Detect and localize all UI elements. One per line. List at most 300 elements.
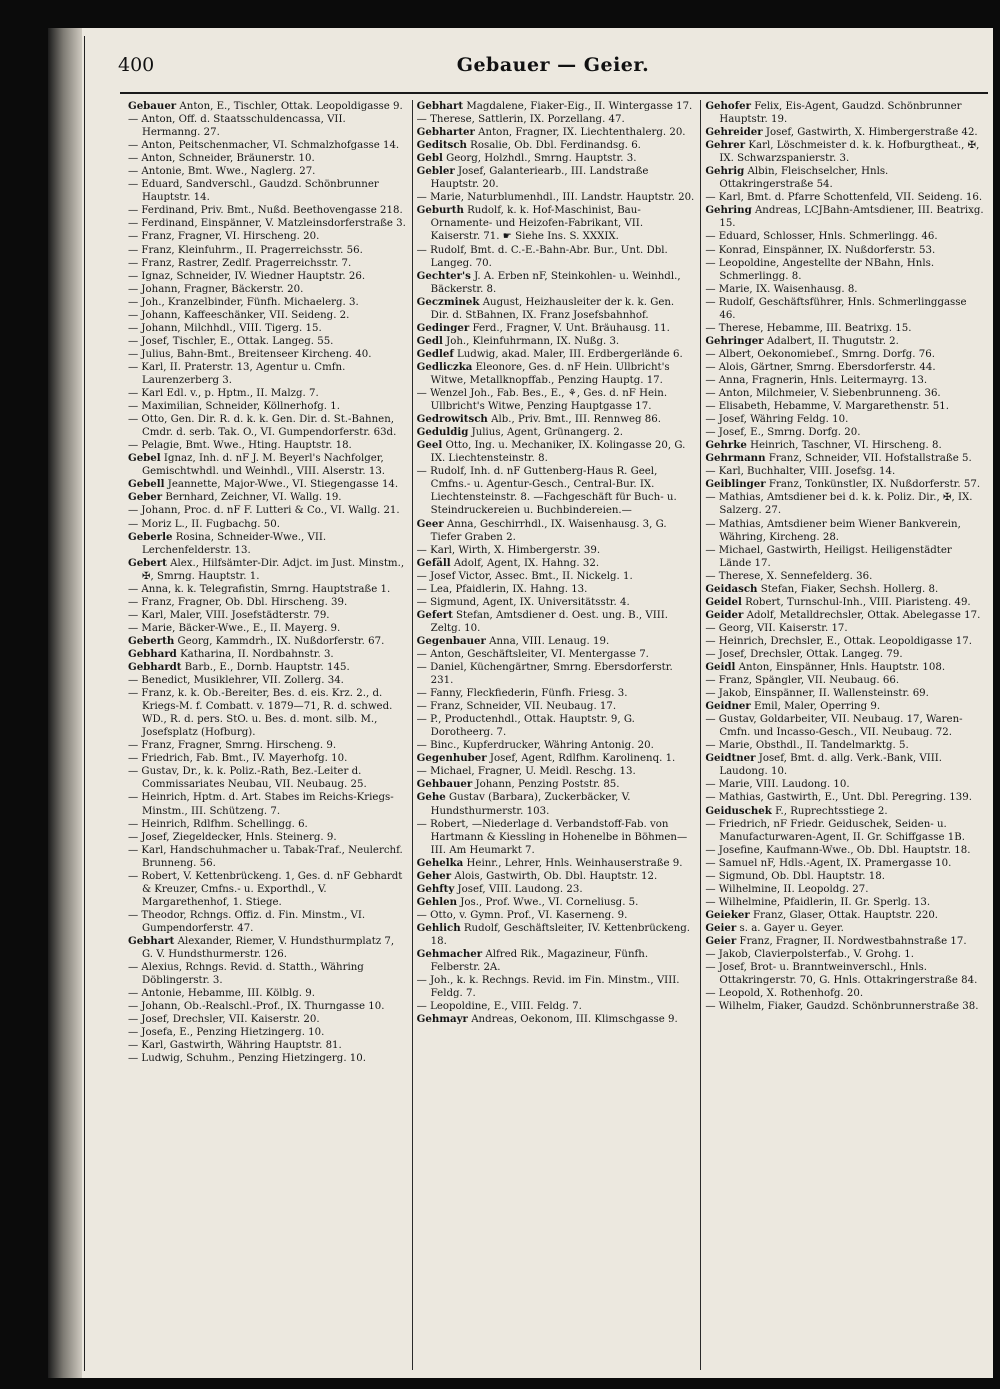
directory-entry bbox=[128, 987, 407, 1000]
directory-entry bbox=[705, 857, 984, 870]
directory-entry bbox=[417, 687, 696, 700]
entry-text: — Marie, IX. Waisenhausg. 8. bbox=[705, 283, 858, 295]
directory-entry bbox=[417, 244, 696, 270]
entry-surname: Gebharter bbox=[416, 126, 475, 139]
entry-text: — Anton, Geschäftsleiter, VI. Mentergasse 7. bbox=[416, 648, 649, 660]
entry-text: — Wilhelmine, Pfaidlerin, II. Gr. Sperlg. 13. bbox=[705, 896, 931, 908]
column-2 bbox=[412, 100, 701, 1370]
entry-text: — Marie, VIII. Laudong. 10. bbox=[705, 779, 850, 791]
entry-surname: Gehreider bbox=[705, 126, 763, 139]
entry-text: — Konrad, Einspänner, IX. Nußdorferstr. 53. bbox=[705, 244, 936, 256]
directory-entry bbox=[417, 322, 696, 335]
entry-surname: Geiduschek bbox=[705, 804, 772, 817]
entry-surname: Geberth bbox=[128, 634, 175, 647]
directory-entry bbox=[705, 1000, 984, 1013]
entry-text: — Josef, Ziegeldecker, Hnls. Steinerg. 9. bbox=[128, 831, 337, 843]
entry-text: — Michael, Fragner, U. Meidl. Reschg. 13. bbox=[416, 766, 636, 778]
directory-entry bbox=[417, 870, 696, 883]
directory-entry bbox=[705, 739, 984, 752]
directory-entry bbox=[417, 165, 696, 191]
directory-entry bbox=[417, 270, 696, 296]
entry-text: Anna, VIII. Lenaug. 19. bbox=[489, 635, 610, 647]
entry-surname: Geider bbox=[705, 608, 744, 621]
entry-text: Ferd., Fragner, V. Unt. Bräuhausg. 11. bbox=[472, 322, 670, 334]
directory-entry bbox=[128, 1013, 407, 1026]
directory-entry bbox=[705, 870, 984, 883]
entry-text: Josef, Bmt. d. allg. Verk.-Bank, VIII. Laudong. 10. bbox=[719, 753, 943, 778]
directory-entry bbox=[417, 661, 696, 687]
entry-text: Rosalie, Ob. Dbl. Ferdinandsg. 6. bbox=[470, 140, 641, 152]
entry-surname: Geher bbox=[416, 869, 452, 882]
directory-entry bbox=[128, 452, 407, 478]
directory-entry bbox=[128, 583, 407, 596]
directory-entry bbox=[705, 700, 984, 713]
entry-surname: Gehelka bbox=[416, 856, 464, 869]
directory-entry bbox=[417, 439, 696, 465]
entry-text: Jos., Prof. Wwe., VI. Corneliusg. 5. bbox=[460, 896, 639, 908]
entry-text: Jeannette, Major-Wwe., VI. Stiegengasse 14. bbox=[167, 479, 399, 491]
entry-text: Katharina, II. Nordbahnstr. 3. bbox=[180, 648, 334, 660]
entry-text: — Josef, Tischler, E., Ottak. Langeg. 55. bbox=[128, 335, 334, 347]
directory-entry bbox=[417, 413, 696, 426]
header-rule bbox=[120, 92, 988, 94]
directory-entry bbox=[417, 139, 696, 152]
entry-text: — Karl, II. Praterstr. 13, Agentur u. Cmfn. Laurenzerberg 3. bbox=[128, 361, 346, 386]
directory-entry bbox=[705, 987, 984, 1000]
entry-surname: Gedlef bbox=[416, 347, 454, 360]
directory-entry bbox=[705, 374, 984, 387]
directory-entry bbox=[705, 400, 984, 413]
entry-text: — Karl Edl. v., p. Hptm., II. Malzg. 7. bbox=[128, 388, 319, 400]
directory-entry bbox=[705, 544, 984, 570]
directory-entry bbox=[128, 178, 407, 204]
directory-entry bbox=[417, 465, 696, 517]
entry-surname: Gebhard bbox=[128, 647, 177, 660]
directory-entry bbox=[705, 583, 984, 596]
entry-text: — Lea, Pfaidlerin, IX. Hahng. 13. bbox=[416, 583, 588, 595]
directory-entry bbox=[128, 791, 407, 817]
directory-entry bbox=[705, 348, 984, 361]
entry-text: Rosina, Schneider-Wwe., VII. Lerchenfelderstr. 13. bbox=[142, 531, 327, 556]
entry-surname: Gechter's bbox=[416, 269, 471, 282]
directory-entry bbox=[705, 426, 984, 439]
entry-text: — Josef Victor, Assec. Bmt., II. Nickelg. 1. bbox=[416, 570, 633, 582]
entry-surname: Gehrmann bbox=[705, 452, 766, 465]
entry-text: — Robert, V. Kettenbrückeng. 1, Ges. d. nF Gebhardt & Kreuzer, Cmfns.- u. Exporthdl., V. Margarethenhof, 1. Stiege. bbox=[128, 870, 403, 908]
entry-text: — Heinrich, Hptm. d. Art. Stabes im Reichs-Kriegs-Minstm., III. Schützeng. 7. bbox=[128, 792, 394, 817]
directory-entry bbox=[128, 1026, 407, 1039]
directory-entry bbox=[128, 244, 407, 257]
directory-entry bbox=[417, 596, 696, 609]
entry-text: Josef, Galanteriearb., III. Landstraße Hauptstr. 20. bbox=[430, 166, 649, 191]
directory-entry bbox=[417, 609, 696, 635]
directory-entry bbox=[705, 439, 984, 452]
directory-entry bbox=[128, 609, 407, 622]
entry-surname: Geieker bbox=[705, 908, 750, 921]
entry-text: Georg, Holzhdl., Smrng. Hauptstr. 3. bbox=[446, 153, 637, 165]
entry-surname: Gebl bbox=[416, 152, 443, 165]
entry-surname: Gebler bbox=[416, 165, 455, 178]
entry-text: — Gustav, Dr., k. k. Poliz.-Rath, Bez.-Leiter d. Commissariates Neubau, VII. Neubaug. 25. bbox=[128, 766, 367, 791]
entry-text: Julius, Agent, Grünangerg. 2. bbox=[471, 427, 623, 439]
entry-text: — Rudolf, Inh. d. nF Guttenberg-Haus R. Geel, Cmfns.- u. Agentur-Gesch., Central-Bur. IX. Liechtensteinstr. 8. —Fachgeschäft für Buch- u. Steindruckereien u. Buchbindereien.— bbox=[416, 466, 677, 517]
entry-text: — Friedrich, Fab. Bmt., IV. Mayerhofg. 10. bbox=[128, 753, 348, 765]
entry-text: Bernhard, Zeichner, VI. Wallg. 19. bbox=[165, 492, 342, 504]
directory-entry bbox=[128, 230, 407, 243]
directory-entry bbox=[128, 935, 407, 961]
directory-entry bbox=[128, 818, 407, 831]
directory-entry bbox=[128, 309, 407, 322]
entry-text: s. a. Gayer u. Geyer. bbox=[739, 922, 844, 934]
directory-entry bbox=[705, 622, 984, 635]
directory-entry bbox=[128, 765, 407, 791]
entry-text: — Fanny, Fleckfiederin, Fünfh. Friesg. 3. bbox=[416, 688, 628, 700]
entry-text: — Marie, Bäcker-Wwe., E., II. Mayerg. 9. bbox=[128, 622, 341, 634]
directory-entry bbox=[705, 596, 984, 609]
entry-text: Adolf, Agent, IX. Hahng. 32. bbox=[453, 557, 600, 569]
entry-surname: Gehrer bbox=[705, 139, 746, 152]
directory-entry bbox=[128, 531, 407, 557]
directory-entry bbox=[128, 100, 407, 113]
entry-text: Heinrich, Taschner, VI. Hirscheng. 8. bbox=[750, 440, 942, 452]
directory-entry bbox=[705, 805, 984, 818]
entry-surname: Geidner bbox=[705, 700, 751, 713]
directory-entry bbox=[417, 544, 696, 557]
entry-text: — Franz, Fragner, VI. Hirscheng. 20. bbox=[128, 231, 320, 243]
directory-entry bbox=[705, 818, 984, 844]
entry-text: Joh., Kleinfuhrmann, IX. Nußg. 3. bbox=[446, 335, 620, 347]
directory-entry bbox=[417, 818, 696, 857]
directory-entry bbox=[417, 387, 696, 413]
entry-text: — Karl, Maler, VIII. Josefstädterstr. 79. bbox=[128, 609, 330, 621]
entry-text: Anna, Geschirrhdl., IX. Waisenhausg. 3, G. Tiefer Graben 2. bbox=[430, 518, 667, 543]
directory-entry bbox=[705, 648, 984, 661]
directory-entry bbox=[417, 361, 696, 387]
entry-text: — Johann, Proc. d. nF F. Lutteri & Co., VI. Wallg. 21. bbox=[128, 505, 400, 517]
directory-entry bbox=[128, 217, 407, 230]
entry-text: — Johann, Milchhdl., VIII. Tigerg. 15. bbox=[128, 322, 322, 334]
directory-entry bbox=[705, 478, 984, 491]
entry-surname: Geidasch bbox=[705, 582, 758, 595]
entry-surname: Gehrig bbox=[705, 165, 745, 178]
directory-entry bbox=[128, 687, 407, 739]
entry-text: — Binc., Kupferdrucker, Währing Antonig. 20. bbox=[416, 740, 654, 752]
directory-entry bbox=[128, 909, 407, 935]
entry-surname: Geel bbox=[416, 439, 443, 452]
entry-text: — Eduard, Sandverschl., Gaudzd. Schönbrunner Hauptstr. 14. bbox=[128, 179, 379, 204]
column-3 bbox=[700, 100, 989, 1370]
directory-entry bbox=[705, 335, 984, 348]
entry-text: Heinr., Lehrer, Hnls. Weinhauserstraße 9. bbox=[466, 857, 683, 869]
directory-entry bbox=[417, 648, 696, 661]
directory-entry bbox=[705, 922, 984, 935]
entry-text: — Antonie, Bmt. Wwe., Naglerg. 27. bbox=[128, 166, 316, 178]
entry-text: — Alexius, Rchngs. Revid. d. Statth., Währing Döblingerstr. 3. bbox=[128, 962, 364, 987]
page-header bbox=[118, 50, 988, 84]
entry-text: — Wenzel Joh., Fab. Bes., E., ⚘, Ges. d. nF Hein. Ullbricht's Witwe, Penzing Hauptgasse 17. bbox=[416, 388, 668, 413]
directory-entry bbox=[705, 713, 984, 739]
gutter-line bbox=[84, 36, 85, 1371]
entry-text: — Ludwig, Schuhm., Penzing Hietzingerg. 10. bbox=[128, 1053, 366, 1065]
entry-text: — Wilhelmine, II. Leopoldg. 27. bbox=[705, 883, 869, 895]
directory-entry bbox=[705, 361, 984, 374]
directory-entry bbox=[128, 504, 407, 517]
entry-surname: Gedl bbox=[416, 334, 443, 347]
entry-text: Eleonore, Ges. d. nF Hein. Ullbricht's Witwe, Metallknopffab., Penzing Hauptg. 17. bbox=[430, 361, 670, 386]
entry-text: Karl, Löschmeister d. k. k. Hofburgtheat., ✠, IX. Schwarzspanierstr. 3. bbox=[719, 140, 980, 165]
entry-text: — Pelagie, Bmt. Wwe., Hting. Hauptstr. 18. bbox=[128, 440, 352, 452]
entry-surname: Gebell bbox=[128, 478, 165, 491]
directory-entry bbox=[128, 831, 407, 844]
directory-entry bbox=[705, 961, 984, 987]
directory-entry bbox=[128, 596, 407, 609]
entry-text: Stefan, Fiaker, Sechsh. Hollerg. 8. bbox=[760, 583, 939, 595]
entry-text: — Josef, Währing Feldg. 10. bbox=[705, 414, 849, 426]
directory-entry bbox=[128, 257, 407, 270]
entry-text: — Anton, Off. d. Staatsschuldencassa, VII. Hermanng. 27. bbox=[128, 114, 346, 139]
entry-surname: Geburth bbox=[416, 204, 464, 217]
entry-text: — Therese, Hebamme, III. Beatrixg. 15. bbox=[705, 322, 912, 334]
book-page bbox=[48, 28, 993, 1378]
entry-text: Felix, Eis-Agent, Gaudzd. Schönbrunner Hauptstr. 19. bbox=[719, 101, 962, 126]
directory-entry bbox=[128, 113, 407, 139]
entry-surname: Gefert bbox=[416, 608, 453, 621]
directory-entry bbox=[128, 739, 407, 752]
book-spine bbox=[48, 28, 82, 1378]
directory-entry bbox=[705, 204, 984, 230]
directory-entry bbox=[705, 296, 984, 322]
entry-text: — Michael, Gastwirth, Heiligst. Heiligenstädter Lände 17. bbox=[705, 544, 952, 569]
entry-text: — Karl, Buchhalter, VIII. Josefsg. 14. bbox=[705, 466, 896, 478]
entry-text: — Jakob, Clavierpolsterfab., V. Grohg. 1. bbox=[705, 949, 914, 961]
directory-entry bbox=[128, 283, 407, 296]
directory-entry bbox=[705, 191, 984, 204]
entry-surname: Gehofer bbox=[705, 100, 751, 112]
directory-entry bbox=[705, 778, 984, 791]
directory-entry bbox=[128, 870, 407, 909]
entry-text: Franz, Glaser, Ottak. Hauptstr. 220. bbox=[753, 909, 939, 921]
directory-entry bbox=[128, 622, 407, 635]
entry-surname: Geduldig bbox=[416, 426, 469, 439]
entry-text: Gustav (Barbara), Zuckerbäcker, V. Hundsthurmerstr. 103. bbox=[430, 792, 631, 817]
directory-entry bbox=[128, 674, 407, 687]
entry-text: — Georg, VII. Kaiserstr. 17. bbox=[705, 622, 848, 634]
entry-text: — Leopoldine, Angestellte der NBahn, Hnls. Schmerlingg. 8. bbox=[705, 257, 935, 282]
directory-entry bbox=[128, 400, 407, 413]
directory-entry bbox=[128, 557, 407, 583]
entry-text: Anton, Einspänner, Hnls. Hauptstr. 108. bbox=[738, 662, 946, 674]
entry-surname: Gegenbauer bbox=[416, 634, 486, 647]
entry-surname: Geidl bbox=[705, 661, 736, 674]
entry-text: — Ferdinand, Priv. Bmt., Nußd. Beethovengasse 218. bbox=[128, 205, 403, 217]
entry-surname: Gebhardt bbox=[128, 661, 182, 674]
entry-text: Stefan, Amtsdiener d. Oest. ung. B., VIII. Zeltg. 10. bbox=[430, 609, 669, 634]
entry-surname: Geer bbox=[416, 517, 444, 530]
entry-text: Rudolf, k. k. Hof-Maschinist, Bau-Ornamente- und Heizofen-Fabrikant, VII. Kaiserstr. 71. ☛ Siehe Ins. S. XXXIX. bbox=[430, 205, 644, 243]
entry-text: — Therese, X. Sennefelderg. 36. bbox=[705, 570, 873, 582]
directory-entry bbox=[705, 687, 984, 700]
directory-entry bbox=[417, 152, 696, 165]
directory-entry bbox=[417, 557, 696, 570]
entry-surname: Geber bbox=[128, 491, 163, 504]
entry-surname: Gehringer bbox=[705, 334, 764, 347]
directory-entry bbox=[417, 896, 696, 909]
entry-text: — Rudolf, Geschäftsführer, Hnls. Schmerlinggasse 46. bbox=[705, 296, 967, 321]
entry-surname: Geditsch bbox=[416, 139, 467, 152]
directory-entry bbox=[128, 335, 407, 348]
directory-entry bbox=[705, 465, 984, 478]
directory-entry bbox=[705, 909, 984, 922]
entry-surname: Gehlen bbox=[416, 895, 458, 908]
entry-text: — Anton, Schneider, Bräunerstr. 10. bbox=[128, 153, 315, 165]
directory-entry bbox=[128, 518, 407, 531]
entry-text: — Daniel, Küchengärtner, Smrng. Ebersdorferstr. 231. bbox=[416, 662, 673, 687]
entry-text: — Eduard, Schlosser, Hnls. Schmerlingg. 46. bbox=[705, 231, 938, 243]
entry-text: — Josefine, Kaufmann-Wwe., Ob. Dbl. Hauptstr. 18. bbox=[705, 844, 971, 856]
entry-text: — Franz, Kleinfuhrm., II. Pragerreichsstr. 56. bbox=[128, 244, 363, 256]
entry-text: — Josef, E., Smrng. Dorfg. 20. bbox=[705, 427, 861, 439]
directory-entry bbox=[705, 752, 984, 778]
entry-text: Josef, Gastwirth, X. Himbergerstraße 42. bbox=[765, 127, 978, 139]
directory-entry bbox=[128, 661, 407, 674]
entry-text: Rudolf, Geschäftsleiter, IV. Kettenbrückeng. 18. bbox=[430, 922, 691, 947]
entry-text: — Karl, Gastwirth, Währing Hauptstr. 81. bbox=[128, 1040, 342, 1052]
entry-text: — Moriz L., II. Fugbachg. 50. bbox=[128, 518, 280, 530]
entry-text: — Josef, Brot- u. Branntweinverschl., Hnls. Ottakringerstr. 70, G. Hnls. Ottakringerstraße 84. bbox=[705, 962, 978, 987]
entry-text: — Joh., Kranzelbinder, Fünfh. Michaelerg. 3. bbox=[128, 296, 359, 308]
directory-entry bbox=[705, 518, 984, 544]
directory-entry bbox=[417, 635, 696, 648]
directory-entry bbox=[417, 700, 696, 713]
directory-entry bbox=[417, 857, 696, 870]
directory-entry bbox=[417, 752, 696, 765]
directory-entry bbox=[705, 322, 984, 335]
entry-text: Alois, Gastwirth, Ob. Dbl. Hauptstr. 12. bbox=[454, 870, 658, 882]
entry-surname: Gehlich bbox=[416, 921, 461, 934]
entry-text: Albin, Fleischselcher, Hnls. Ottakringerstraße 54. bbox=[719, 166, 889, 191]
directory-entry bbox=[417, 100, 696, 113]
entry-text: — Marie, Obsthdl., II. Tandelmarktg. 5. bbox=[705, 740, 909, 752]
entry-surname: Gedinger bbox=[416, 321, 470, 334]
directory-entry bbox=[417, 126, 696, 139]
entry-text: Johann, Penzing Poststr. 85. bbox=[475, 779, 620, 791]
directory-entry bbox=[128, 1039, 407, 1052]
entry-text: Ludwig, akad. Maler, III. Erdbergerlände 6. bbox=[456, 348, 683, 360]
directory-entry bbox=[705, 139, 984, 165]
directory-entry bbox=[705, 387, 984, 400]
directory-entry bbox=[128, 361, 407, 387]
directory-entry bbox=[417, 739, 696, 752]
entry-text: Alexander, Riemer, V. Hundsthurmplatz 7, G. V. Hundsthurmerstr. 126. bbox=[142, 936, 395, 961]
directory-entry bbox=[705, 257, 984, 283]
directory-entry bbox=[417, 191, 696, 204]
directory-entry bbox=[128, 844, 407, 870]
entry-text: — Josefa, E., Penzing Hietzingerg. 10. bbox=[128, 1027, 325, 1039]
entry-surname: Gehfty bbox=[416, 882, 455, 895]
entry-text: — Franz, Rastrer, Zedlf. Pragerreichsstr. 7. bbox=[128, 257, 352, 269]
entry-text: — Otto, v. Gymn. Prof., VI. Kaserneng. 9. bbox=[416, 909, 628, 921]
directory-entry bbox=[417, 583, 696, 596]
directory-entry bbox=[417, 113, 696, 126]
entry-text: Andreas, Oekonom, III. Klimschgasse 9. bbox=[471, 1014, 678, 1026]
directory-entry bbox=[705, 948, 984, 961]
entry-text: Adalbert, II. Thugutstr. 2. bbox=[766, 335, 899, 347]
entry-text: — Franz, Schneider, VII. Neubaug. 17. bbox=[416, 701, 617, 713]
entry-surname: Gedliczka bbox=[416, 360, 473, 373]
entry-text: — Leopoldine, E., VIII. Feldg. 7. bbox=[416, 1001, 582, 1013]
entry-text: Franz, Tonkünstler, IX. Nußdorferstr. 57. bbox=[768, 479, 981, 491]
directory-entry bbox=[417, 909, 696, 922]
entry-text: Alfred Rik., Magazineur, Fünfh. Felberstr. 2A. bbox=[430, 949, 649, 974]
entry-text: Anton, E., Tischler, Ottak. Leopoldigasse 9. bbox=[179, 101, 403, 112]
directory-entry bbox=[128, 204, 407, 217]
directory-entry bbox=[128, 322, 407, 335]
entry-text: — Otto, Gen. Dir. R. d. k. k. Gen. Dir. d. St.-Bahnen, Cmdr. d. serb. Tak. O., VI. Gumpendorferstr. 63d. bbox=[128, 414, 397, 439]
entry-text: — Joh., k. k. Rechngs. Revid. im Fin. Minstm., VIII. Feldg. 7. bbox=[416, 975, 680, 1000]
entry-text: Andreas, LCJBahn-Amtsdiener, III. Beatrixg. 15. bbox=[719, 205, 984, 230]
directory-entry bbox=[417, 518, 696, 544]
directory-entry bbox=[417, 778, 696, 791]
directory-entry bbox=[705, 896, 984, 909]
entry-text: — Karl, Bmt. d. Pfarre Schottenfeld, VII. Seideng. 16. bbox=[705, 192, 983, 204]
entry-surname: Gehmayr bbox=[416, 1013, 468, 1026]
directory-entry bbox=[128, 1052, 407, 1065]
entry-text: Josef, Agent, Rdlfhm. Karolinenq. 1. bbox=[489, 753, 676, 765]
column-1 bbox=[124, 100, 412, 1370]
entry-text: — Marie, Naturblumenhdl., III. Landstr. Hauptstr. 20. bbox=[416, 192, 695, 204]
directory-entry bbox=[705, 126, 984, 139]
entry-text: Franz, Fragner, II. Nordwestbahnstraße 17. bbox=[739, 936, 967, 947]
directory-entry bbox=[128, 478, 407, 491]
directory-entry bbox=[128, 387, 407, 400]
directory-entry bbox=[417, 1000, 696, 1013]
directory-entry bbox=[705, 570, 984, 583]
directory-entry bbox=[128, 139, 407, 152]
directory-entry bbox=[128, 1000, 407, 1013]
entry-surname: Gebel bbox=[128, 452, 161, 465]
entry-surname: Gebhart bbox=[416, 100, 464, 112]
entry-surname: Geier bbox=[705, 935, 737, 947]
entry-surname: Gehring bbox=[705, 204, 752, 217]
entry-text: F., Ruprechtsstiege 2. bbox=[775, 805, 888, 817]
directory-entry bbox=[128, 152, 407, 165]
entry-text: — Franz, Spängler, VII. Neubaug. 66. bbox=[705, 675, 900, 687]
directory-entry bbox=[128, 296, 407, 309]
entry-text: — Alois, Gärtner, Smrng. Ebersdorferstr. 44. bbox=[705, 361, 936, 373]
entry-surname: Gefäll bbox=[416, 556, 451, 569]
directory-entry bbox=[128, 413, 407, 439]
directory-entry bbox=[705, 452, 984, 465]
entry-text: — Anna, k. k. Telegrafistin, Smrng. Hauptstraße 1. bbox=[128, 583, 391, 595]
directory-entry bbox=[705, 609, 984, 622]
directory-entry bbox=[705, 883, 984, 896]
entry-surname: Geidel bbox=[705, 595, 742, 608]
entry-text: — Anton, Milchmeier, V. Siebenbrunneng. 36. bbox=[705, 388, 941, 400]
entry-text: Adolf, Metalldrechsler, Ottak. Abelegasse 17. bbox=[746, 609, 981, 621]
directory-entry bbox=[705, 635, 984, 648]
directory-entry bbox=[705, 100, 984, 126]
directory-entry bbox=[128, 961, 407, 987]
directory-entry bbox=[128, 439, 407, 452]
directory-entry bbox=[705, 244, 984, 257]
entry-text: Robert, Turnschul-Inh., VIII. Piaristeng. 49. bbox=[745, 596, 971, 608]
directory-entry bbox=[705, 935, 984, 948]
entry-surname: Gehmacher bbox=[416, 948, 483, 961]
directory-entry bbox=[705, 413, 984, 426]
directory-entry bbox=[705, 674, 984, 687]
entry-text: Emil, Maler, Operring 9. bbox=[754, 701, 881, 713]
entry-text: — Anton, Peitschenmacher, VI. Schmalzhofgasse 14. bbox=[128, 140, 400, 152]
